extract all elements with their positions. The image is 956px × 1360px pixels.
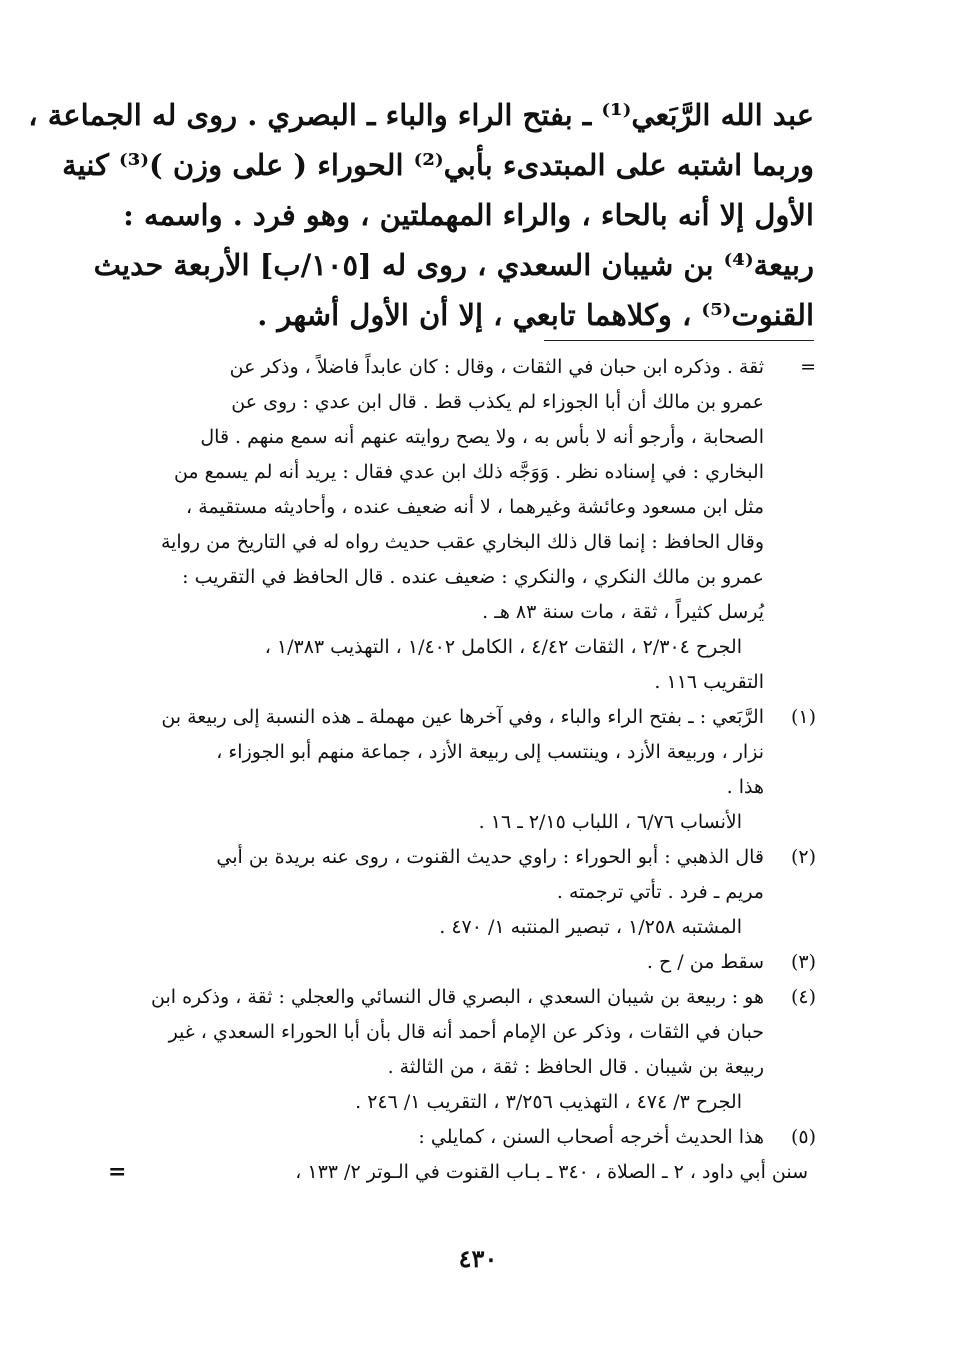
main-text: [28, 90, 814, 340]
main-text-line: الأول إلا أنه بالحاء ، والراء المهملتين ، وهو فرد . واسمه :: [123, 198, 814, 232]
footnote-line: الصحابة ، وأرجو أنه لا بأس به ، ولا يصح روايته عنهم أنه سمع منهم . قال: [200, 426, 764, 448]
footnote-line: البخاري : في إسناده نظر . وَوَجَّه ذلك ابن عدي فقال : يريد أنه لم يسمع من: [173, 461, 764, 483]
footnote-marker: (٣): [790, 951, 816, 973]
footnote-4: [114, 980, 816, 1120]
footnote-line: [108, 1155, 808, 1190]
footnote-3: [114, 945, 816, 980]
footnote-line: هو : ربيعة بن شيبان السعدي ، البصري قال النسائي والعجلي : ثقة ، وذكره ابن: [151, 986, 764, 1008]
footnote-line: مريم ـ فرد . تأتي ترجمته .: [556, 881, 764, 903]
main-text-line: وربما اشتبه على المبتدىء بأبي⁽²⁾ الحوراء ( على وزن )⁽³⁾ كنية: [62, 148, 814, 182]
footnote-line: وقال الحافظ : إنما قال ذلك البخاري عقب حديث رواه له في التاريخ من رواية: [160, 531, 764, 553]
footnote-line: مثل ابن مسعود وعائشة وغيرهما ، لا أنه ضعيف عنده ، وأحاديثه مستقيمة ،: [186, 496, 764, 518]
footnote-reference: المشتبه ١/٢٥٨ ، تبصير المنتبه ١/ ٤٧٠ .: [439, 916, 742, 938]
footnote-reference: الجرح ٣/ ٤٧٤ ، التهذيب ٣/٢٥٦ ، التقريب ١/ ٢٤٦ .: [355, 1091, 742, 1113]
footnote-marker: (٤): [790, 986, 816, 1008]
footnote-line: عمرو بن مالك النكري ، والنكري : ضعيف عنده . قال الحافظ في التقريب :: [182, 566, 764, 588]
footnote-continuation: [114, 350, 816, 700]
footnote-continuation-marker: =: [800, 356, 816, 378]
footnotes: [108, 350, 816, 1190]
footnote-line: قال الذهبي : أبو الحوراء : راوي حديث القنوت ، روى عنه بريدة بن أبي: [216, 846, 764, 868]
footnote-line: سقط من / ح .: [646, 951, 764, 973]
footnote-separator: [544, 340, 814, 341]
footnote-line: هذا .: [726, 776, 764, 798]
footnote-1: [114, 700, 816, 840]
footnote-line: يُرسل كثيراً ، ثقة ، مات سنة ٨٣ هـ .: [482, 601, 764, 623]
main-text-line: القنوت⁽⁵⁾ ، وكلاهما تابعي ، إلا أن الأول أشهر .: [257, 298, 814, 332]
footnote-reference: الأنساب ٦/٧٦ ، اللباب ٢/١٥ ـ ١٦ .: [478, 811, 742, 833]
footnote-line: ثقة . وذكره ابن حبان في الثقات ، وقال : كان عابداً فاضلاً ، وذكر عن: [229, 356, 764, 378]
footnote-line-text: سنن أبي داود ، ٢ ـ الصلاة ، ٣٤٠ ـ بـاب القنوت في الـوتر ٢/ ١٣٣ ،: [295, 1161, 808, 1183]
footnote-reference: الجرح ٢/٣٠٤ ، الثقات ٤/٤٢ ، الكامل ١/٤٠٢ ، التهذيب ١/٣٨٣ ،: [264, 636, 742, 658]
footnote-line: عمرو بن مالك أن أبا الجوزاء لم يكذب قط . قال ابن عدي : روى عن: [231, 391, 764, 413]
footnote-line: نزار ، وربيعة الأزد ، وينتسب إلى ربيعة الأزد ، جماعة منهم أبو الجوزاء ،: [216, 741, 764, 763]
footnote-marker: (١): [790, 706, 816, 728]
footnote-line: ربيعة بن شيبان . قال الحافظ : ثقة ، من الثالثة .: [387, 1056, 764, 1078]
footnote-line: الرَّبَعي : ـ بفتح الراء والباء ، وفي آخرها عين مهملة ـ هذه النسبة إلى ربيعة بن: [161, 706, 764, 728]
footnote-2: [114, 840, 816, 945]
footnote-line: حبان في الثقات ، وذكر عن الإمام أحمد أنه قال بأن أبا الحوراء السعدي ، غير: [168, 1021, 764, 1043]
footnote-5: [108, 1120, 816, 1190]
footnote-marker: (٥): [790, 1126, 816, 1148]
main-text-line: عبد الله الرَّبَعي⁽¹⁾ ـ بفتح الراء والباء ـ البصري . روى له الجماعة ،: [28, 98, 814, 132]
footnote-line: هذا الحديث أخرجه أصحاب السنن ، كمايلي :: [418, 1126, 764, 1148]
footnote-marker: (٢): [790, 846, 816, 868]
main-text-line: ربيعة⁽⁴⁾ بن شيبان السعدي ، روى له [١٠٥/ب] الأربعة حديث: [93, 248, 814, 282]
continuation-marker: =: [108, 1159, 127, 1185]
page-number: ٤٣٠: [458, 1244, 498, 1273]
footnote-reference: التقريب ١١٦ .: [654, 671, 764, 693]
